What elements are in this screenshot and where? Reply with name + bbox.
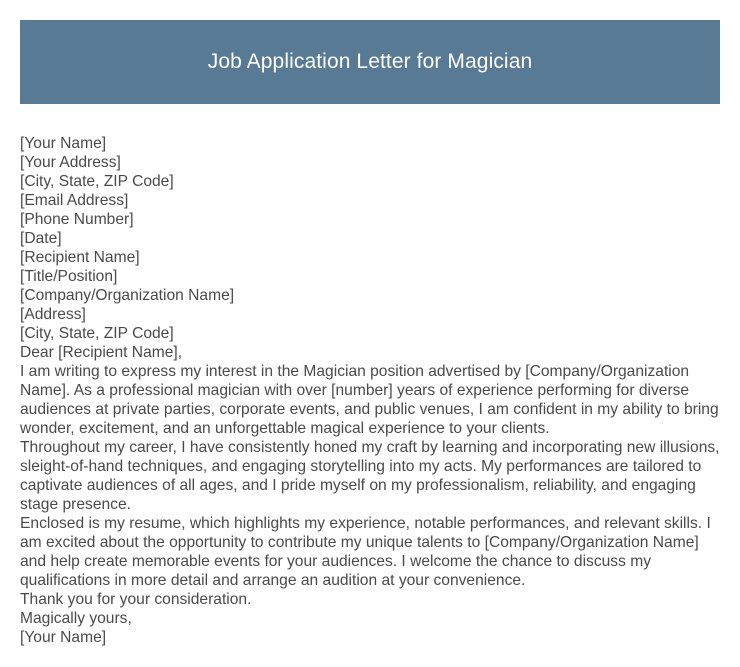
paragraph-experience: Throughout my career, I have consistently honed my craft by learning and incorporating new illusions, sleight-of-hand techniques, and engaging storytelling into my acts. My performances are tailored to captivate audiences of all ages, and I pride myself on my professionalism, reliability, and engaging stage presence.	[20, 439, 720, 513]
closing: Magically yours,	[20, 610, 132, 627]
paragraph-enclosure: Enclosed is my resume, which highlights my experience, notable performances, and relevant skills. I am excited about the opportunity to contribute my unique talents to [Company/Organization Name] and help create memorable events for your audiences. I welcome the chance to discuss my qualifications in more detail and arrange an audition at your convenience.	[20, 515, 711, 589]
recipient-address: [Address]	[20, 306, 86, 323]
recipient-city-state-zip: [City, State, ZIP Code]	[20, 325, 174, 342]
paragraph-thanks: Thank you for your consideration.	[20, 591, 252, 608]
salutation: Dear [Recipient Name],	[20, 344, 183, 361]
recipient-company: [Company/Organization Name]	[20, 287, 235, 304]
letter-body	[20, 134, 724, 647]
title-banner	[20, 20, 720, 104]
sender-city-state-zip: [City, State, ZIP Code]	[20, 173, 174, 190]
recipient-title: [Title/Position]	[20, 268, 118, 285]
letter-date: [Date]	[20, 230, 62, 247]
sender-email: [Email Address]	[20, 192, 129, 209]
sender-name: [Your Name]	[20, 135, 107, 152]
paragraph-intro: I am writing to express my interest in the Magician position advertised by [Company/Organization Name]. As a professional magician with over [number] years of experience performing for diverse audiences at private parties, corporate events, and public venues, I am confident in my ability to bring wonder, excitement, and an unforgettable magical experience to your clients.	[20, 363, 719, 437]
recipient-name: [Recipient Name]	[20, 249, 140, 266]
signature: [Your Name]	[20, 629, 107, 646]
sender-phone: [Phone Number]	[20, 211, 134, 228]
document-title: Job Application Letter for Magician	[207, 50, 533, 73]
sender-address: [Your Address]	[20, 154, 121, 171]
